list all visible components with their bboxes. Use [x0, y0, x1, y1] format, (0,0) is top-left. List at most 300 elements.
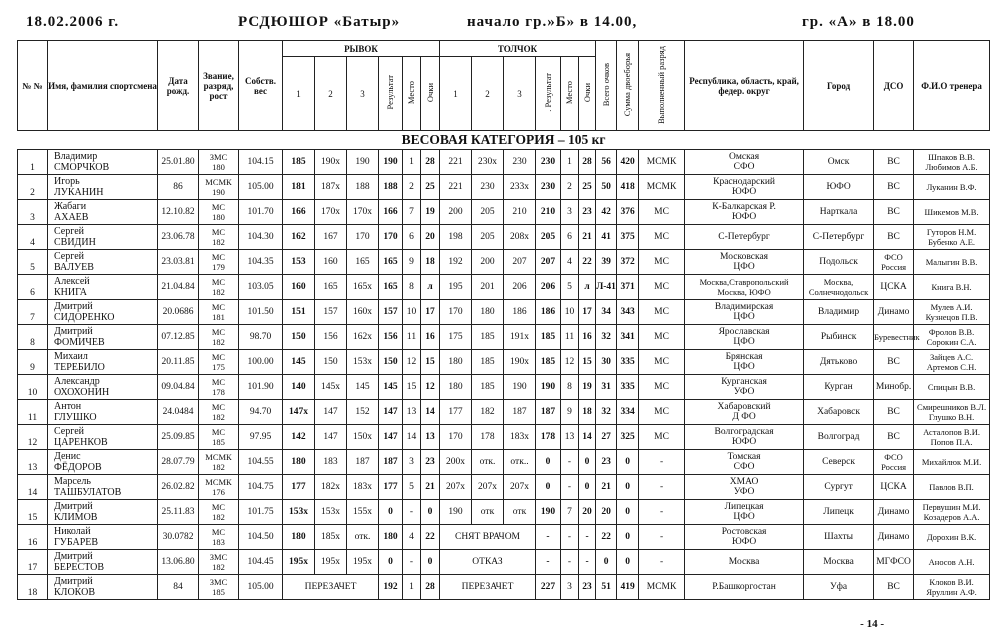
cj-attempt-2: 185	[472, 325, 504, 350]
birth-date: 21.04.84	[158, 275, 199, 300]
athlete-name-line1: Сергей	[54, 426, 84, 437]
col-cj-points: Очки	[579, 57, 596, 131]
cj-points: 21	[579, 225, 596, 250]
sport-title-line2: 175	[212, 362, 225, 372]
athlete-name-line2: ТЕРЕБИЛО	[54, 362, 105, 373]
region-line2: ЮФО	[731, 187, 757, 197]
region	[685, 525, 804, 550]
cj-attempt-1: 221	[440, 175, 472, 200]
region	[685, 225, 804, 250]
cj-attempt-1: 180	[440, 375, 472, 400]
cj-points: 14	[579, 425, 596, 450]
snatch-attempt-3: 155х	[347, 500, 379, 525]
snatch-points: 16	[421, 325, 440, 350]
region-line1: Волгоградская	[714, 427, 774, 437]
snatch-attempt-1: 181	[283, 175, 315, 200]
athlete-name	[48, 325, 158, 350]
col-cj-3: 3	[504, 57, 536, 131]
col-region: Республика, область, край, федер. округ	[685, 41, 804, 131]
athlete-name-line1: Жабаги	[54, 201, 87, 212]
athlete-name-line2: АХАЕВ	[54, 212, 89, 223]
sport-title-line2: 180	[212, 212, 225, 222]
cj-result: 0	[536, 450, 561, 475]
club: ВС	[874, 425, 914, 450]
region-line1: С-Петербург	[718, 232, 770, 242]
region-line1: Брянская	[725, 352, 763, 362]
cj-place: 13	[561, 425, 579, 450]
rank-achieved: -	[639, 550, 685, 575]
body-weight: 100.00	[239, 350, 283, 375]
coach	[914, 200, 990, 225]
snatch-attempt-3: 188	[347, 175, 379, 200]
biathlon-sum: 0	[617, 550, 639, 575]
sport-title	[199, 200, 239, 225]
total-points: 56	[596, 150, 617, 175]
snatch-points: 14	[421, 400, 440, 425]
table-row	[18, 575, 990, 600]
cj-attempt-2: 180	[472, 300, 504, 325]
col-cj-1: 1	[440, 57, 472, 131]
snatch-attempt-2: 153х	[315, 500, 347, 525]
row-number: 1	[18, 150, 48, 175]
sport-title	[199, 425, 239, 450]
group-a-start: гр. «А» в 18.00	[802, 14, 915, 30]
total-points: 34	[596, 300, 617, 325]
athlete-name-line2: СМОРЧКОВ	[54, 162, 110, 173]
birth-date: 86	[158, 175, 199, 200]
rank-achieved: МС	[639, 350, 685, 375]
coach-line2: Бубенко А.Е.	[928, 237, 976, 247]
body-weight: 105.00	[239, 575, 283, 600]
birth-date: 23.06.78	[158, 225, 199, 250]
snatch-place: -	[403, 550, 421, 575]
cj-attempt-1: 175	[440, 325, 472, 350]
sport-title	[199, 550, 239, 575]
coach-line2: Козадеров А.А.	[923, 512, 980, 522]
region-line1: Р.Башкоргостан	[712, 582, 776, 592]
city: Волгоград	[804, 425, 874, 450]
cj-result: 205	[536, 225, 561, 250]
table-row	[18, 275, 990, 300]
coach	[914, 225, 990, 250]
cj-note: ПЕРЕЗАЧЕТ	[440, 575, 536, 600]
club: ФСО Россия	[874, 450, 914, 475]
cj-attempt-2: 205	[472, 225, 504, 250]
region-line2: Д ФО	[732, 412, 756, 422]
birth-date: 12.10.82	[158, 200, 199, 225]
cj-place: 10	[561, 300, 579, 325]
region	[685, 450, 804, 475]
coach-line1: Асталопов В.И.	[923, 427, 980, 437]
body-weight: 103.05	[239, 275, 283, 300]
snatch-result: 166	[379, 200, 403, 225]
athlete-name-line2: ВАЛУЕВ	[54, 262, 94, 273]
col-snatch-1: 1	[283, 57, 315, 131]
table-row	[18, 525, 990, 550]
snatch-place: 6	[403, 225, 421, 250]
snatch-attempt-3: 195х	[347, 550, 379, 575]
snatch-attempt-2: 157	[315, 300, 347, 325]
snatch-place: 14	[403, 425, 421, 450]
cj-result: 230	[536, 175, 561, 200]
region-line1: К-Балкарская Р.	[712, 202, 776, 212]
biathlon-sum: 371	[617, 275, 639, 300]
snatch-attempt-2: 145х	[315, 375, 347, 400]
cj-attempt-2: 182	[472, 400, 504, 425]
snatch-place: 1	[403, 150, 421, 175]
region-line1: Ростовская	[721, 527, 767, 537]
total-points: 50	[596, 175, 617, 200]
competition-date: 18.02.2006 г.	[26, 14, 120, 30]
region-line2: ЦФО	[733, 312, 755, 322]
snatch-points: 12	[421, 375, 440, 400]
cj-attempt-1: 200х	[440, 450, 472, 475]
row-number: 14	[18, 475, 48, 500]
region	[685, 175, 804, 200]
region-line2: ЦФО	[733, 262, 755, 272]
birth-date: 26.02.82	[158, 475, 199, 500]
biathlon-sum: 375	[617, 225, 639, 250]
athlete-name	[48, 200, 158, 225]
city: Северск	[804, 450, 874, 475]
snatch-attempt-2: 195х	[315, 550, 347, 575]
cj-note: СНЯТ ВРАЧОМ	[440, 525, 536, 550]
snatch-points: 25	[421, 175, 440, 200]
cj-result: 185	[536, 325, 561, 350]
sport-title	[199, 400, 239, 425]
sport-title-line1: МС	[211, 302, 226, 312]
snatch-attempt-3: 145	[347, 375, 379, 400]
biathlon-sum: 334	[617, 400, 639, 425]
athlete-name	[48, 175, 158, 200]
snatch-points: 22	[421, 525, 440, 550]
rank-achieved: МС	[639, 325, 685, 350]
snatch-place: 9	[403, 250, 421, 275]
coach	[914, 450, 990, 475]
snatch-attempt-2: 182х	[315, 475, 347, 500]
sport-title-line1: МС	[211, 227, 226, 237]
cj-result: 210	[536, 200, 561, 225]
snatch-attempt-2: 185х	[315, 525, 347, 550]
athlete-name-line2: ГЛУШКО	[54, 412, 97, 423]
cj-result: 187	[536, 400, 561, 425]
athlete-name-line1: Дмитрий	[54, 576, 93, 587]
athlete-name-line1: Сергей	[54, 226, 84, 237]
snatch-points: л	[421, 275, 440, 300]
region-line1: Московская	[720, 252, 769, 262]
cj-attempt-3: 186	[504, 300, 536, 325]
birth-date: 25.09.85	[158, 425, 199, 450]
row-number: 12	[18, 425, 48, 450]
athlete-name-line1: Антон	[54, 401, 82, 412]
region	[685, 550, 804, 575]
col-cj-place: Место	[561, 57, 579, 131]
region-line2: ЮФО	[731, 537, 757, 547]
coach	[914, 525, 990, 550]
coach	[914, 550, 990, 575]
athlete-name-line1: Владимир	[54, 151, 98, 162]
athlete-name	[48, 500, 158, 525]
col-snatch-2: 2	[315, 57, 347, 131]
total-points: 32	[596, 325, 617, 350]
sport-title-line1: МС	[211, 202, 226, 212]
sport-title	[199, 250, 239, 275]
snatch-attempt-1: 140	[283, 375, 315, 400]
coach-line1: Дорохин В.К.	[926, 532, 977, 542]
table-row	[18, 250, 990, 275]
snatch-points: 28	[421, 150, 440, 175]
region-line2: ЦФО	[733, 337, 755, 347]
cj-points: 15	[579, 350, 596, 375]
col-club: ДСО	[874, 41, 914, 131]
birth-date: 25.01.80	[158, 150, 199, 175]
athlete-name-line2: ГУБАРЕВ	[54, 537, 99, 548]
snatch-place: 4	[403, 525, 421, 550]
snatch-attempt-2: 183	[315, 450, 347, 475]
row-number: 15	[18, 500, 48, 525]
region-line1: Москва	[728, 557, 760, 567]
coach-line1: Спицын В.В.	[927, 382, 976, 392]
sport-title	[199, 375, 239, 400]
athlete-name	[48, 575, 158, 600]
row-number: 13	[18, 450, 48, 475]
city: Дятьково	[804, 350, 874, 375]
snatch-attempt-3: 150х	[347, 425, 379, 450]
cj-points: -	[579, 550, 596, 575]
snatch-points: 19	[421, 200, 440, 225]
biathlon-sum: 335	[617, 375, 639, 400]
city: Омск	[804, 150, 874, 175]
row-number: 18	[18, 575, 48, 600]
sport-title	[199, 300, 239, 325]
club: ВС	[874, 150, 914, 175]
coach-line1: Мулев А.И.	[930, 302, 973, 312]
cj-result: 185	[536, 350, 561, 375]
region-line1: Ярославская	[718, 327, 770, 337]
cj-place: 7	[561, 500, 579, 525]
cj-attempt-2: 207х	[472, 475, 504, 500]
sport-title-line2: 182	[212, 237, 225, 247]
cj-result: -	[536, 550, 561, 575]
snatch-place: 12	[403, 350, 421, 375]
rank-achieved: МС	[639, 250, 685, 275]
athlete-name-line1: Игорь	[54, 176, 80, 187]
page-number: - 14 -	[860, 618, 884, 630]
cj-result: 230	[536, 150, 561, 175]
cj-attempt-3: отк..	[504, 450, 536, 475]
sport-title-line1: МС	[211, 377, 226, 387]
athlete-name-line1: Марсель	[54, 476, 91, 487]
total-points: 39	[596, 250, 617, 275]
snatch-points: 21	[421, 475, 440, 500]
region-line2: УФО	[733, 387, 755, 397]
coach-line1: Аносов А.Н.	[928, 557, 975, 567]
city: Владимир	[804, 300, 874, 325]
athlete-name	[48, 375, 158, 400]
snatch-attempt-2: 170х	[315, 200, 347, 225]
snatch-attempt-2: 156	[315, 325, 347, 350]
region	[685, 500, 804, 525]
athlete-name	[48, 250, 158, 275]
cj-attempt-1: 170	[440, 300, 472, 325]
snatch-attempt-3: 183х	[347, 475, 379, 500]
group-b-start: начало гр.»Б» в 14.00,	[467, 14, 638, 30]
sport-title-line2: 182	[212, 512, 225, 522]
snatch-result: 170	[379, 225, 403, 250]
snatch-attempt-1: 180	[283, 450, 315, 475]
athlete-name-line1: Николай	[54, 526, 91, 537]
sport-title-line1: МСМК	[205, 452, 232, 462]
snatch-attempt-3: 170х	[347, 200, 379, 225]
athlete-name-line2: ФЁДОРОВ	[54, 462, 102, 473]
snatch-points: 0	[421, 550, 440, 575]
sport-title-line2: 182	[212, 562, 225, 572]
sport-title-line2: 181	[212, 312, 225, 322]
cj-points: л	[579, 275, 596, 300]
cj-attempt-2: 185	[472, 350, 504, 375]
snatch-result: 177	[379, 475, 403, 500]
snatch-attempt-3: 152	[347, 400, 379, 425]
snatch-attempt-2: 160	[315, 250, 347, 275]
snatch-attempt-1: 145	[283, 350, 315, 375]
cj-result: 227	[536, 575, 561, 600]
snatch-attempt-1: 185	[283, 150, 315, 175]
table-row	[18, 550, 990, 575]
coach-line2: Глушко В.Н.	[928, 412, 975, 422]
athlete-name	[48, 525, 158, 550]
snatch-attempt-1: 147х	[283, 400, 315, 425]
biathlon-sum: 372	[617, 250, 639, 275]
athlete-name-line2: БЕРЕСТОВ	[54, 562, 105, 573]
sport-title	[199, 275, 239, 300]
sport-title	[199, 500, 239, 525]
cj-points: 18	[579, 400, 596, 425]
row-number: 9	[18, 350, 48, 375]
cj-points: 17	[579, 300, 596, 325]
club: ВС	[874, 175, 914, 200]
row-number: 4	[18, 225, 48, 250]
sport-title	[199, 175, 239, 200]
cj-points: 16	[579, 325, 596, 350]
club: Динамо	[874, 500, 914, 525]
snatch-points: 17	[421, 300, 440, 325]
cj-place: 4	[561, 250, 579, 275]
sport-title	[199, 450, 239, 475]
weight-category: ВЕСОВАЯ КАТЕГОРИЯ – 105 кг	[18, 131, 990, 150]
cj-attempt-3: 233х	[504, 175, 536, 200]
snatch-attempt-3: 187	[347, 450, 379, 475]
cj-attempt-2: 230х	[472, 150, 504, 175]
snatch-place: 5	[403, 475, 421, 500]
snatch-place: 13	[403, 400, 421, 425]
cj-place: 12	[561, 350, 579, 375]
col-num: № №	[18, 41, 48, 131]
club: ВС	[874, 350, 914, 375]
sport-title-line2: 185	[212, 437, 225, 447]
cj-result: 0	[536, 475, 561, 500]
cj-points: 28	[579, 150, 596, 175]
col-cj-2: 2	[472, 57, 504, 131]
cj-attempt-1: 195	[440, 275, 472, 300]
col-rank-done: Выполненный разряд	[639, 41, 685, 131]
athlete-name-line1: Дмитрий	[54, 551, 93, 562]
snatch-points: 0	[421, 500, 440, 525]
snatch-points: 28	[421, 575, 440, 600]
cj-points: 22	[579, 250, 596, 275]
sport-title-line2: 176	[212, 487, 225, 497]
table-row	[18, 425, 990, 450]
table-row	[18, 375, 990, 400]
region-line2: УФО	[733, 487, 755, 497]
cj-place: 3	[561, 575, 579, 600]
rank-achieved: МС	[639, 400, 685, 425]
biathlon-sum: 0	[617, 500, 639, 525]
cj-attempt-2: 201	[472, 275, 504, 300]
body-weight: 104.15	[239, 150, 283, 175]
cj-attempt-2: отк	[472, 500, 504, 525]
cj-attempt-3: 230	[504, 150, 536, 175]
athlete-name-line2: СИДОРЕНКО	[54, 312, 115, 323]
sport-title-line2: 180	[212, 162, 225, 172]
city: ЮФО	[804, 175, 874, 200]
cj-attempt-3: 210	[504, 200, 536, 225]
row-number: 11	[18, 400, 48, 425]
sport-title-line1: МС	[211, 277, 226, 287]
snatch-attempt-2: 167	[315, 225, 347, 250]
rank-achieved: МС	[639, 425, 685, 450]
snatch-result: 0	[379, 550, 403, 575]
coach	[914, 500, 990, 525]
coach-line1: Книга В.Н.	[931, 282, 972, 292]
region	[685, 425, 804, 450]
page-header	[0, 14, 1000, 36]
city: С-Петербург	[804, 225, 874, 250]
snatch-attempt-1: 162	[283, 225, 315, 250]
coach	[914, 300, 990, 325]
cj-attempt-3: 183х	[504, 425, 536, 450]
cj-attempt-2: 205	[472, 200, 504, 225]
region-line1: Курганская	[721, 377, 767, 387]
region-line1: Краснодарский	[713, 177, 775, 187]
body-weight: 97.95	[239, 425, 283, 450]
city: Сургут	[804, 475, 874, 500]
snatch-points: 18	[421, 250, 440, 275]
coach	[914, 350, 990, 375]
sport-title-line2: 178	[212, 387, 225, 397]
club: ФСО Россия	[874, 250, 914, 275]
cj-attempt-1: 221	[440, 150, 472, 175]
club: ВС	[874, 400, 914, 425]
snatch-attempt-1: 153х	[283, 500, 315, 525]
cj-points: 19	[579, 375, 596, 400]
club: ВС	[874, 575, 914, 600]
sport-title-line1: МСМК	[205, 477, 232, 487]
rank-achieved: МС	[639, 275, 685, 300]
col-snatch-3: 3	[347, 57, 379, 131]
total-points: 30	[596, 350, 617, 375]
city: Нарткала	[804, 200, 874, 225]
cj-attempt-2: отк.	[472, 450, 504, 475]
athlete-name-line1: Алексей	[54, 276, 90, 287]
cj-attempt-3: 207	[504, 250, 536, 275]
body-weight: 101.75	[239, 500, 283, 525]
athlete-name	[48, 350, 158, 375]
coach-line1: Луканин В.Ф.	[926, 182, 977, 192]
snatch-attempt-1: 151	[283, 300, 315, 325]
sport-title-line2: 185	[212, 587, 225, 597]
snatch-result: 157	[379, 300, 403, 325]
col-title: Звание, разряд, рост	[199, 41, 239, 131]
